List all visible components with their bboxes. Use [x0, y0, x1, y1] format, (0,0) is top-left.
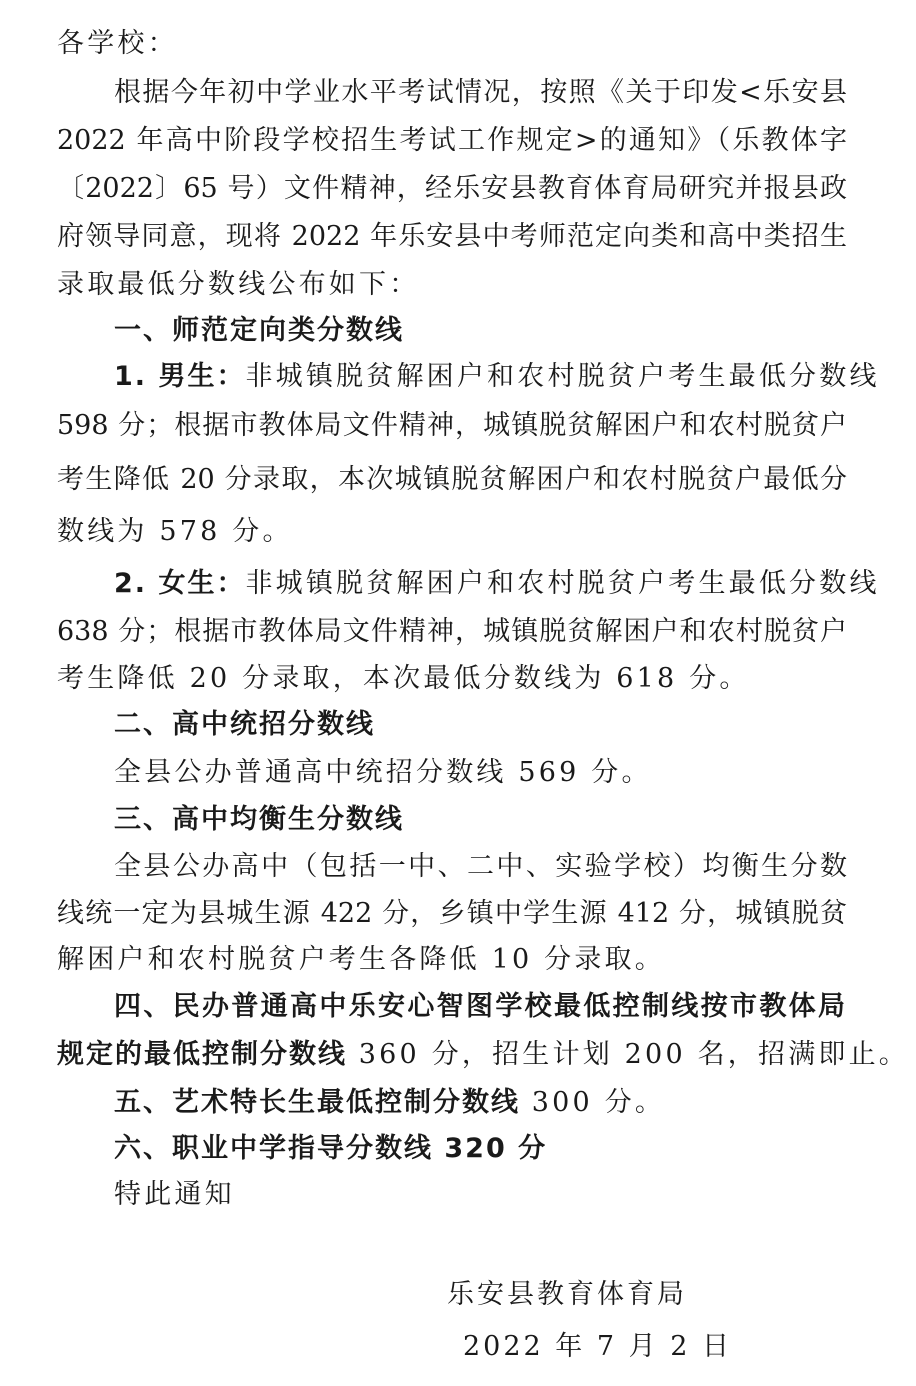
- section-1-heading: 一、师范定向类分数线: [114, 315, 404, 346]
- section-3-line: 解困户和农村脱贫户考生各降低 10 分录取。: [57, 944, 665, 975]
- section-4-bold: 规定的最低控制分数线: [57, 1039, 347, 1070]
- section-2-body: 全县公办普通高中统招分数线 569 分。: [114, 757, 652, 788]
- intro-line: 根据今年初中学业水平考试情况，按照《关于印发<乐安县: [114, 77, 847, 108]
- male-label: 1. 男生：: [114, 361, 246, 392]
- section-5: [114, 1086, 847, 1120]
- intro-line: 〔2022〕65 号）文件精神，经乐安县教育体育局研究并报县政: [57, 173, 847, 204]
- intro-line: 录取最低分数线公布如下：: [57, 269, 420, 300]
- section-5-rest: 300 分。: [520, 1087, 666, 1118]
- section-4-rest: 360 分，招生计划 200 名，招满即止。: [347, 1039, 909, 1070]
- section-2-heading: 二、高中统招分数线: [114, 709, 375, 740]
- male-line-1: [114, 360, 880, 394]
- signature-org: 乐安县教育体育局: [447, 1279, 687, 1310]
- intro-line: 府领导同意，现将 2022 年乐安县中考师范定向类和高中类招生: [57, 221, 847, 252]
- female-line: 638 分；根据市教体局文件精神，城镇脱贫解困户和农村脱贫户: [57, 616, 847, 647]
- male-line: 考生降低 20 分录取，本次城镇脱贫解困户和农村脱贫户最低分: [57, 464, 847, 495]
- female-text: 非城镇脱贫解困户和农村脱贫户考生最低分数线: [245, 568, 880, 599]
- signature-date: 2022 年 7 月 2 日: [463, 1331, 732, 1362]
- female-label: 2. 女生：: [114, 568, 246, 599]
- section-3-heading: 三、高中均衡生分数线: [114, 804, 404, 835]
- section-4-heading: 四、民办普通高中乐安心智图学校最低控制线按市教体局: [114, 991, 847, 1022]
- section-3-line: 全县公办高中（包括一中、二中、实验学校）均衡生分数: [114, 851, 847, 882]
- section-5-heading: 五、艺术特长生最低控制分数线: [114, 1087, 520, 1118]
- female-line: 考生降低 20 分录取，本次最低分数线为 618 分。: [57, 663, 750, 694]
- section-6-heading: 六、职业中学指导分数线 320 分: [114, 1133, 548, 1164]
- male-line: 数线为 578 分。: [57, 516, 293, 547]
- intro-line: 2022 年高中阶段学校招生考试工作规定>的通知》（乐教体字: [57, 125, 847, 156]
- closing-text: 特此通知: [114, 1179, 235, 1210]
- male-line: 598 分；根据市教体局文件精神，城镇脱贫解困户和农村脱贫户: [57, 410, 847, 441]
- salutation: 各学校：: [57, 28, 178, 59]
- section-3-line: 线统一定为县城生源 422 分，乡镇中学生源 412 分，城镇脱贫: [57, 898, 847, 929]
- female-line-1: [114, 567, 880, 601]
- male-text: 非城镇脱贫解困户和农村脱贫户考生最低分数线: [245, 361, 880, 392]
- section-4-line: [57, 1038, 909, 1072]
